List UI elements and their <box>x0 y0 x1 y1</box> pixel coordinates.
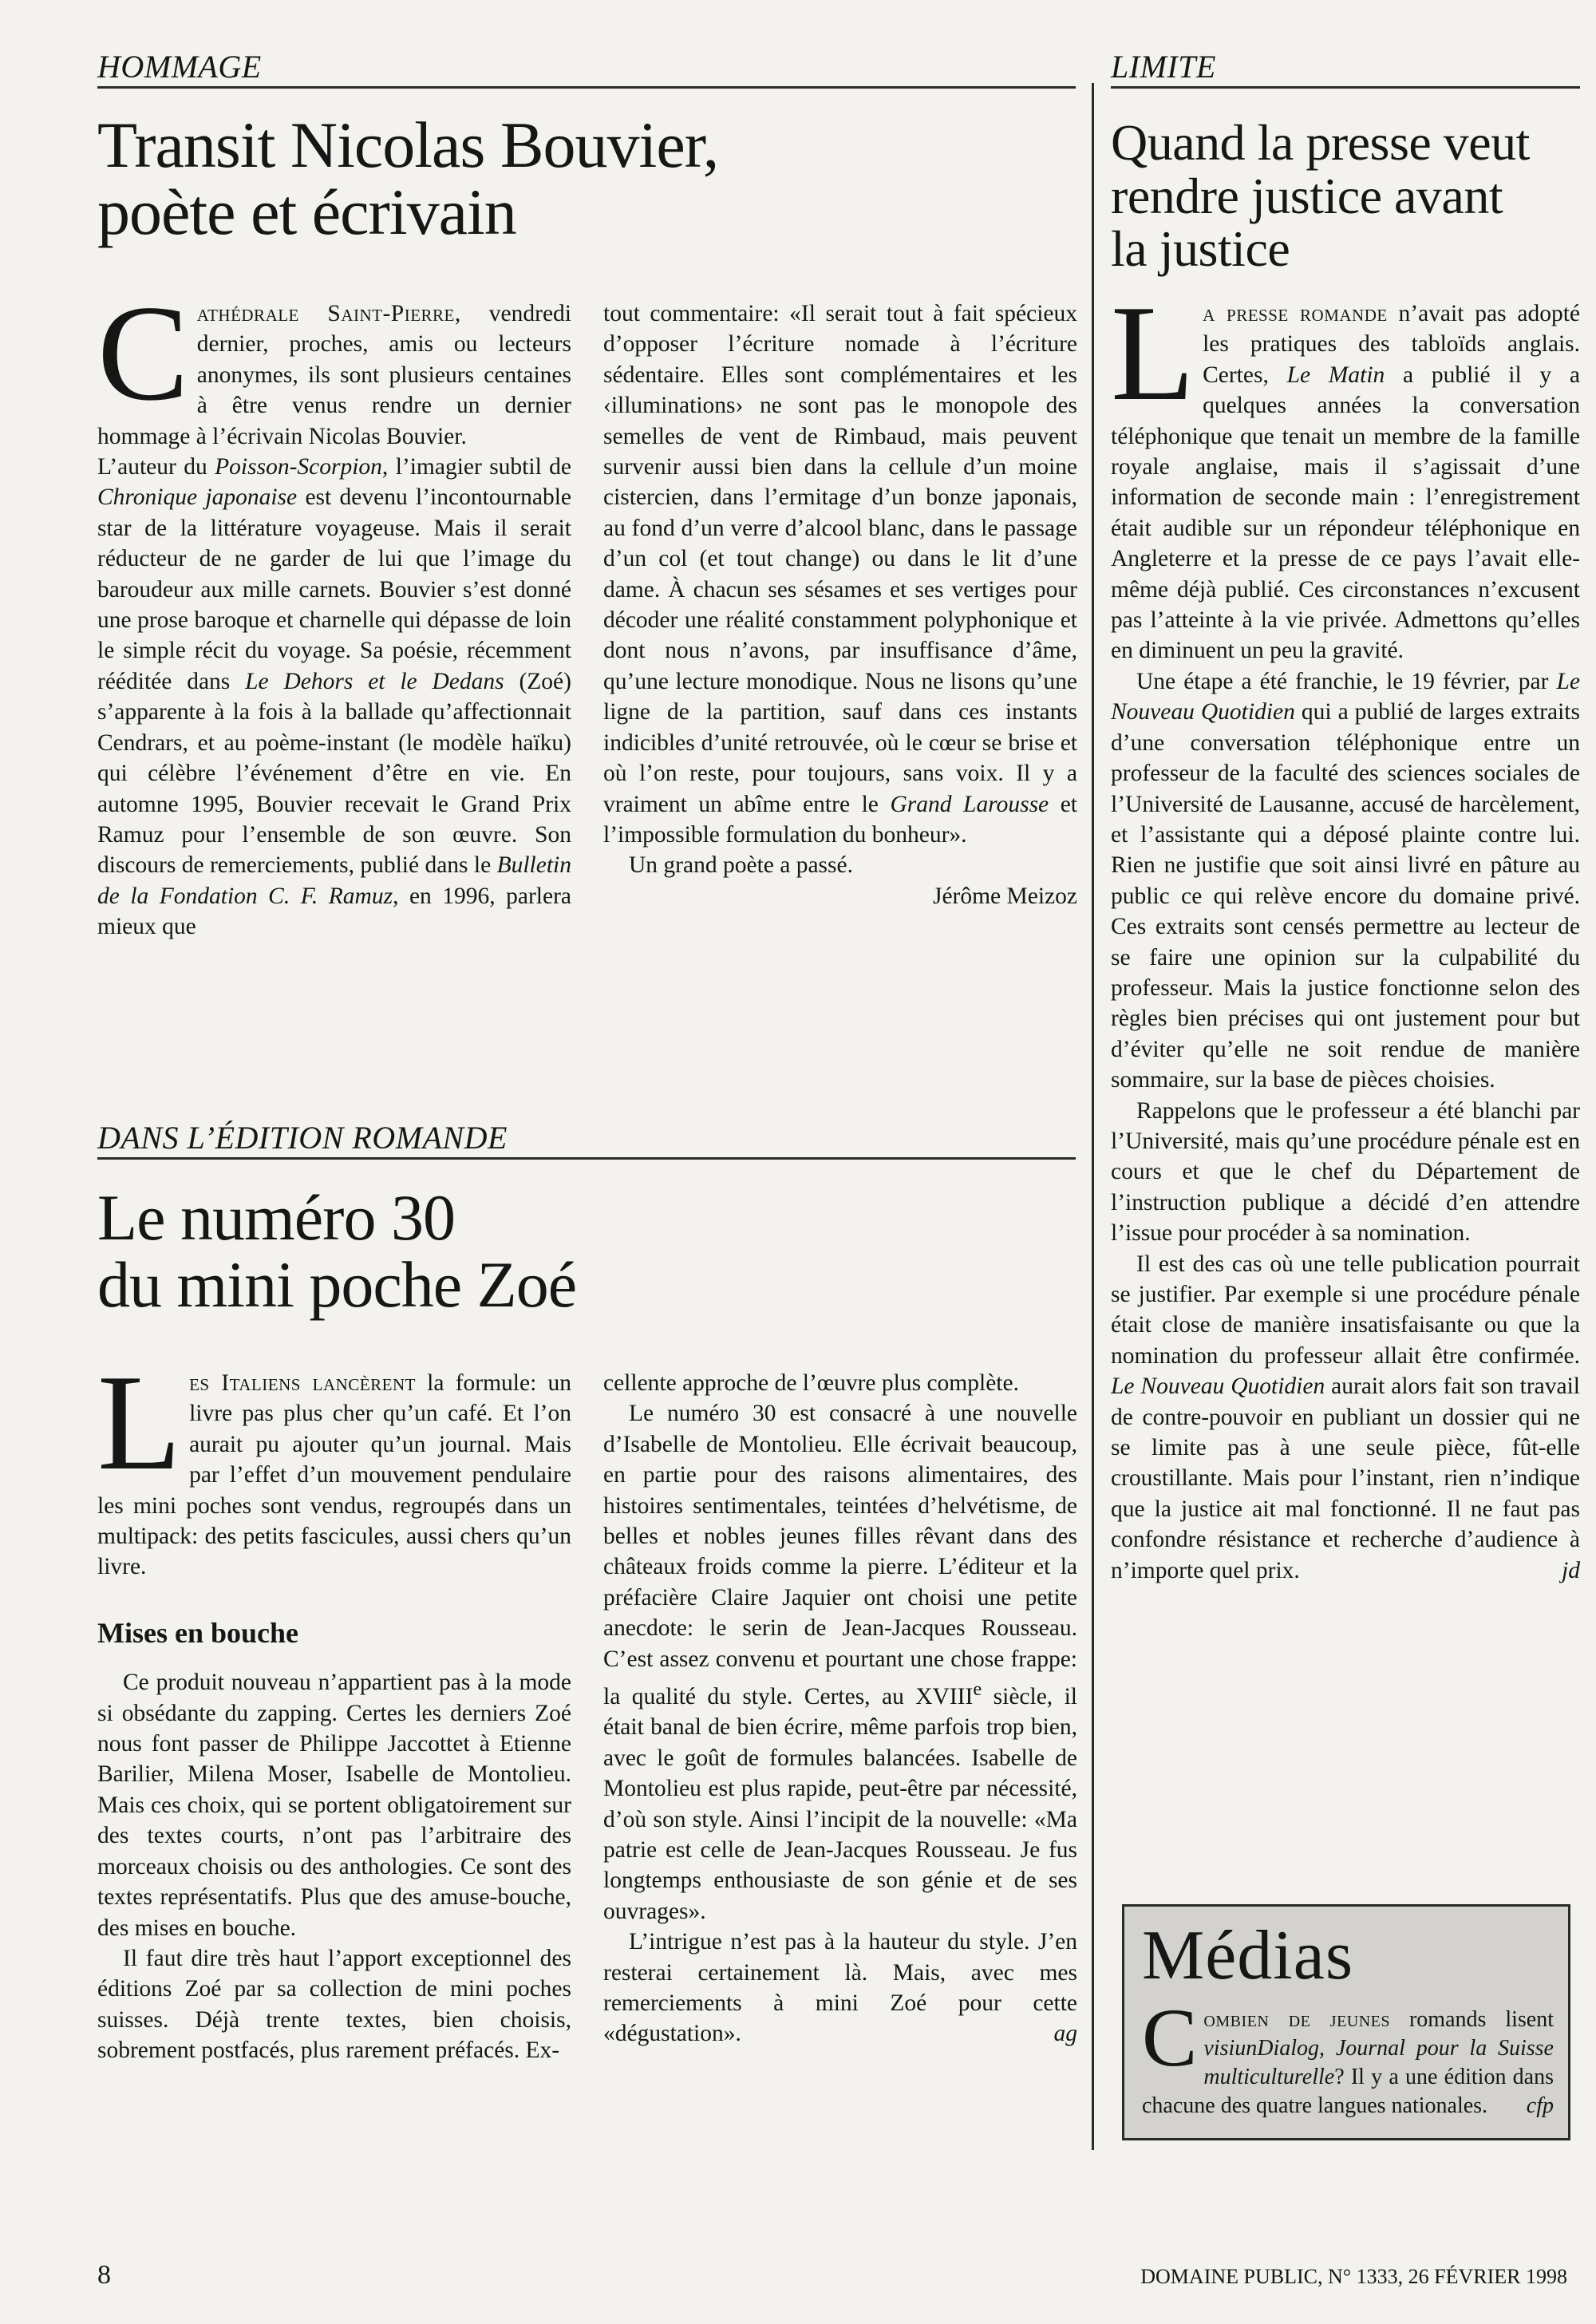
zoe-paragraph-2: Ce produit nouveau n’appartient pas à la mode si obsédante du zapping. Certes les derniers Zoé nous font passer de Philippe Jaccottet à Etienne Barilier, Milena Moser, Isabelle de Montolieu. Mais ces choix, qui se portent obligatoirement sur des textes courts, n’ont pas l’arbitraire des morceaux choisis ou des anthologies. Ce sont des textes représentatifs. Plus que des amuse-bouche, des mises en bouche. <box>97 1670 571 1941</box>
medias-text-part: romands lisent <box>1390 2007 1554 2032</box>
zoe-paragraph-6 <box>603 1927 1077 2049</box>
zoe-headline <box>97 1181 1076 1321</box>
hommage-text: est devenu l’incontournable star de la littérature voyageuse. Mais il serait réducteur de ne garder de lui que l’image du baroudeur aux mille carnets. Bouvier s’est donné une prose baroque et charnelle qui dépasse de loin le simple récit du voyage. Sa poésie, récemment rééditée dans <box>97 484 571 694</box>
limite-paragraph-3: Rappelons que le professeur a été blanchi par l’Université, mais qu’une procédure pénale est en cours et que le chef du Département de l’instruction publique a décidé d’en attendre l’issue pour procéder à sa nomination. <box>1111 1097 1580 1247</box>
hommage-book-title: Chronique japonaise <box>97 484 298 511</box>
page-number: 8 <box>97 2260 111 2290</box>
zoe-superscript: e <box>973 1678 982 1701</box>
medias-title: Médias <box>1142 1917 1354 1994</box>
medias-dropcap: C <box>1142 1992 1198 2084</box>
zoe-paragraph-1 <box>97 1347 571 1583</box>
limite-headline-line-2: rendre justice avant <box>1111 167 1503 224</box>
publication-info: DOMAINE PUBLIC, N° 1333, 26 FÉVRIER 1998 <box>1140 2265 1567 2288</box>
limite-paragraph-1 <box>1111 278 1580 666</box>
zoe-lead: es Italiens lancèrent <box>189 1370 416 1396</box>
zoe-kicker: DANS L’ÉDITION ROMANDE <box>97 1120 1076 1160</box>
hommage-text: , en 1996, parlera mieux que <box>97 883 571 940</box>
limite-text: a publié il y a quelques années la conversation téléphonique que tenait un membre de la famille royale anglaise, mais il s’agissait d’une information de seconde main : l’enregistrement était audible sur un répondeur téléphonique en Angleterre et la presse de ce pays l’avait elle-même déjà publié. Ces circonstances n’excusent pas l’atteinte à la vie privée. Admettons qu’elles en diminuent un peu la gravité. <box>1111 362 1580 664</box>
limite-headline-line-1: Quand la presse veut <box>1111 114 1530 171</box>
column-divider <box>1092 83 1094 2150</box>
hommage-dropcap: C <box>97 278 189 429</box>
hommage-text: L’auteur du <box>97 454 215 480</box>
hommage-book-title: Le Dehors et le Dedans <box>245 668 504 694</box>
zoe-signature: ag <box>1053 2021 1077 2047</box>
zoe-subhead: Mises en bouche <box>97 1616 298 1649</box>
zoe-dropcap: L <box>97 1347 182 1499</box>
hommage-text: et l’impossible formulation du bonheur». <box>603 791 1077 848</box>
limite-lead: a presse romande <box>1203 301 1388 326</box>
limite-headline-line-3: la justice <box>1111 220 1290 278</box>
limite-newspaper-title: Le Matin <box>1286 362 1385 388</box>
hommage-paragraph-2 <box>97 452 571 943</box>
hommage-book-title: Grand Larousse <box>890 791 1049 817</box>
limite-text: n’avait pas adopté les pratiques des tabloïds anglais. Certes, <box>1203 301 1580 388</box>
hommage-headline-line-2: poète et écrivain <box>97 175 516 248</box>
limite-kicker: LIMITE <box>1111 49 1580 89</box>
medias-paragraph <box>1142 1992 1554 2120</box>
zoe-text: la formule: un livre pas plus cher qu’un café. Et l’on aurait pu ajouter qu’un journal. Mais par l’effet d’un mouvement pendulaire les mini poches sont vendus, regroupés dans un multipack: des petits fascicules, aussi chers qu’un livre. <box>97 1370 571 1580</box>
limite-newspaper-title: Le Nouveau Quotidien <box>1111 668 1580 725</box>
hommage-signature: Jérôme Meizoz <box>932 883 1077 909</box>
limite-text: Il est des cas où une telle publication pourrait se justifier. Par exemple si une procédure pénale était close de manière insatisfaisante ou que la nomination du professeur allait être confirmée. <box>1111 1251 1580 1369</box>
hommage-paragraph-4: Un grand poète a passé. <box>629 852 853 879</box>
zoe-headline-line-2: du mini poche Zoé <box>97 1247 577 1321</box>
zoe-column-2 <box>603 1368 1077 2049</box>
hommage-text: , l’imagier subtil de <box>381 454 572 480</box>
hommage-book-title: Poisson-Scorpion <box>215 454 382 480</box>
limite-headline <box>1111 114 1580 278</box>
limite-text: qui a publié de larges extraits d’une conversation téléphonique entre un professeur de la faculté des sciences sociales de l’Université de Lausanne, accusé de harcèlement, et l’assistante qui a déposé plainte contre lui. Rien ne justifie que soit ainsi livré en pâture au public ce qui relève encore du domaine privé. Ces extraits sont censés permettre au lecteur de se faire une opinion sur la culpabilité du professeur. Mais la justice fonctionne selon des règles bien précises qui ont justement pour but d’éviter qu’elle ne soit rendue de manière sommaire, sur la base de pièces choisies. <box>1111 699 1580 1093</box>
limite-text: Une étape a été franchie, le 19 février, par <box>1136 668 1557 694</box>
zoe-text: Le numéro 30 est consacré à une nouvelle d’Isabelle de Montolieu. Elle écrivait beaucoup, en partie pour des raisons alimentaires, des histoires sentimentales, teintées d’helvétisme, de belles et nobles jeunes filles rêvant dans des châteaux froids comme la pierre. L’éditeur et la préfacière Claire Jaquier ont choisi une petite anecdote: le serin de Jean-Jacques Rousseau. C’est assez convenu et pourtant une chose frappe: la qualité du style. Certes, au XVIII <box>603 1401 1077 1709</box>
limite-newspaper-title: Le Nouveau Quotidien <box>1111 1373 1325 1400</box>
hommage-kicker: HOMMAGE <box>97 49 1076 89</box>
medias-box <box>1122 1904 1570 2140</box>
hommage-headline <box>97 109 1076 248</box>
zoe-paragraph-5 <box>603 1398 1077 1927</box>
medias-journal-title: visiunDialog, Journal pour la Suisse multiculturelle <box>1203 2036 1554 2089</box>
hommage-text: tout commentaire: «Il serait tout à fait spécieux d’opposer l’écriture nomade à l’écriture sédentaire. Elles sont complémentaires et les ‹illuminations› ne sont pas le monopole des semelles de vent de Rimbaud, mais peuvent survenir aussi bien dans la cellule d’un moine cistercien, dans l’ermitage d’un bonze japonais, au fond d’un verre d’alcool blanc, dans le passage d’un col (et tout change) ou dans le lit d’une dame. À chacun ses sésames et ses vertiges pour décoder une réalité constamment polyphonique et dont nous n’avons, par insuffisance d’âme, qu’une lecture monodique. Nous ne lisons qu’une ligne de la partition, sauf dans ces instants indicibles d’unité retrouvée, où le cœur se brise et où l’on reste, pour toujours, sans voix. Il y a vraiment un abîme entre le <box>603 301 1077 817</box>
medias-text <box>1142 1992 1554 2120</box>
hommage-column-2 <box>603 298 1077 911</box>
medias-text-part: ? Il y a une édition dans chacune des quatre langues nationales. <box>1142 2065 1554 2118</box>
zoe-paragraph-3: Il faut dire très haut l’apport exceptionnel des éditions Zoé par sa collection de mini poches suisses. Déjà trente textes, bien choisis, sobrement postfacés, plus rarement préfacés. Ex- <box>97 1945 571 2064</box>
limite-paragraph-4 <box>1111 1249 1580 1586</box>
zoe-text: siècle, il était banal de bien écrire, même parfois trop bien, avec le goût de formules balancées. Isabelle de Montolieu est plus rapide, peut-être par nécessité, d’où son style. Ainsi l’incipit de la nouvelle: «Ma patrie est celle de Jean-Jacques Rousseau. Je fus longtemps enthousiaste de son génie et de ses ouvrages». <box>603 1683 1077 1924</box>
hommage-paragraph-1 <box>97 278 571 452</box>
hommage-lead: athédrale Saint-Pierre, <box>196 301 461 326</box>
zoe-text: L’intrigue n’est pas à la hauteur du style. J’en resterai certainement là. Mais, avec mes remerciements à mini Zoé pour cette «dégustation». <box>603 1929 1077 2047</box>
limite-paragraph-2 <box>1111 666 1580 1096</box>
zoe-column-1 <box>97 1347 571 2066</box>
zoe-paragraph-4: cellente approche de l’œuvre plus complète. <box>603 1370 1019 1396</box>
hommage-paragraph-3 <box>603 298 1077 850</box>
limite-column <box>1111 278 1580 1586</box>
hommage-column-1 <box>97 278 572 943</box>
zoe-headline-line-1: Le numéro 30 <box>97 1181 455 1254</box>
medias-lead: ombien de jeunes <box>1203 2007 1391 2032</box>
hommage-book-title: Bulletin de la Fondation C. F. Ramuz <box>97 852 571 909</box>
limite-dropcap: L <box>1111 278 1195 429</box>
hommage-headline-line-1: Transit Nicolas Bouvier, <box>97 109 719 181</box>
medias-signature: cfp <box>1526 2093 1554 2118</box>
hommage-text: vendredi dernier, proches, amis ou lecteurs anonymes, ils sont plusieurs centaines à être venus rendre un dernier hommage à l’écrivain Nicolas Bouvier. <box>97 301 571 449</box>
hommage-text: (Zoé) s’apparente à la fois à la ballade qu’affectionnait Cendrars, et au poème-instant (le modèle haïku) qui célèbre l’événement d’être en vie. En automne 1995, Bouvier recevait le Grand Prix Ramuz pour l’ensemble de son œuvre. Son discours de remerciements, publié dans le <box>97 668 571 879</box>
limite-signature: jd <box>1562 1557 1580 1583</box>
limite-text: aurait alors fait son travail de contre-pouvoir en publiant un dossier qui ne se limite pas à une seule pièce, fût-elle croustillante. Mais pour l’instant, rien n’indique que la justice ait mal fonctionné. Il ne faut pas confondre résistance et recherche d’audience à n’importe quel prix. <box>1111 1373 1580 1583</box>
